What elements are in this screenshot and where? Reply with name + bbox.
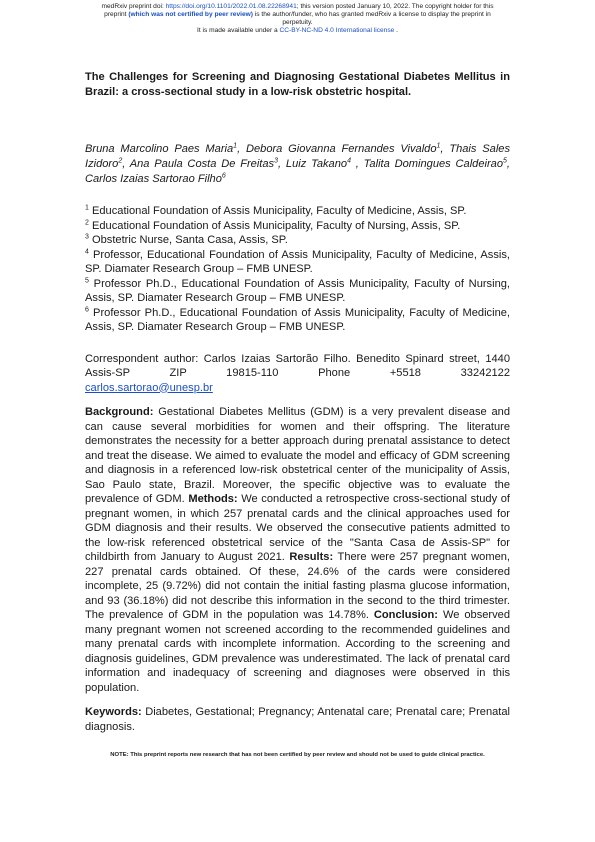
keywords [85, 705, 510, 734]
author-separator: , [122, 158, 130, 170]
keywords-text: Diabetes, Gestational; Pregnancy; Antenatal care; Prenatal care; Prenatal diagnosis. [85, 706, 510, 733]
paper-body [85, 70, 510, 734]
author-separator: , [278, 158, 286, 170]
author-separator: , [506, 158, 510, 170]
header-text: is the author/funder, who has granted medRxiv a license to display the preprint in [252, 11, 491, 18]
affiliation-item [85, 248, 510, 277]
methods-label: Methods: [188, 493, 238, 505]
license-link[interactable]: CC-BY-NC-ND 4.0 International license [279, 27, 395, 34]
header-text: It is made available under a [197, 27, 280, 34]
author-name: Luiz Takano [285, 158, 348, 170]
affiliation-number: 2 [85, 218, 89, 226]
peer-review-notice: (which was not certified by peer review) [128, 11, 253, 18]
affiliation-list [85, 204, 510, 335]
author-affiliation-marker: 1 [436, 142, 441, 150]
author-separator: , [237, 143, 246, 155]
affiliation-number: 6 [85, 305, 89, 313]
author-separator: , [350, 158, 364, 170]
conclusion-label: Conclusion: [373, 609, 438, 621]
background-text: Gestational Diabetes Mellitus (GDM) is a very prevalent disease and can cause several morbidities for women and their offspring. The literature demonstrates the necessity for a better approach during prenatal assistance to detect and treat the disease. We aimed to evaluate the model and efficacy of GDM screening and diagnosis in a referenced low-risk obstetrical center of the municipality of Assis, Sao Paulo state, Brazil. Moreover, the specific objective was to evaluate the prevalence of GDM. [85, 406, 510, 505]
author-affiliation-marker: 6 [221, 172, 226, 180]
results-label: Results: [289, 551, 334, 563]
paper-title: The Challenges for Screening and Diagnosing Gestational Diabetes Mellitus in Brazil: a cross-sectional study in a low-risk obstetric hospital. [85, 71, 510, 98]
preprint-header [40, 3, 555, 35]
affiliation-text: Professor, Educational Foundation of Assis Municipality, Faculty of Medicine, Assis, SP. Diamater Research Group – FMB UNESP. [85, 248, 510, 275]
doi-link[interactable]: https://doi.org/10.1101/2022.01.08.22268941 [165, 3, 297, 10]
author-name: Thais Sales Izidoro [85, 143, 511, 170]
affiliation-item [85, 204, 510, 219]
affiliation-text: Educational Foundation of Assis Municipality, Faculty of Medicine, Assis, SP. [88, 205, 467, 217]
author-separator: , [440, 143, 450, 155]
correspondence-email[interactable]: carlos.sartorao@unesp.br [85, 381, 213, 394]
author-affiliation-marker: 3 [274, 157, 279, 165]
header-text: . [394, 27, 398, 34]
author-affiliation-marker: 2 [118, 157, 123, 165]
author-name: Carlos Izaias Sartorao Filho [85, 173, 222, 185]
affiliation-item [85, 219, 510, 234]
author-affiliation-marker: 5 [503, 157, 507, 165]
header-line-3: perpetuity. [282, 19, 313, 26]
results-text: There were 257 pregnant women, 227 prenatal cards obtained. Of these, 24.6% of the cards were considered incomplete, 25 (9.72%) did not contain the initial fasting plasma glucose information, and 93 (36.18%) did not describe this information in the second to the third trimester. The prevalence of GDM in the population was 14.78%. [85, 551, 511, 621]
methods-text: We conducted a retrospective cross-sectional study of pregnant women, in which 257 prenatal cards and the clinical approaches used for GDM diagnosis and their results. We observed the consecutive patients admitted to the low-risk referenced obstetrical service of the "Santa Casa de Assis-SP" for childbirth from January to August 2021. [85, 493, 510, 563]
author-affiliation-marker: 4 [347, 157, 351, 165]
header-text: medRxiv preprint doi: [101, 3, 166, 10]
header-line-4 [40, 27, 555, 35]
affiliation-text: Educational Foundation of Assis Municipality, Faculty of Nursing, Assis, SP. [88, 219, 461, 232]
keywords-label: Keywords: [85, 706, 142, 718]
header-text: ; this version posted January 10, 2022. The copyright holder for this [296, 3, 494, 10]
author-name: Bruna Marcolino Paes Maria [85, 143, 234, 155]
affiliation-text: Professor Ph.D., Educational Foundation of Assis Municipality, Faculty of Medicine, Assis, SP. Diamater Research Group – FMB UNESP. [85, 306, 510, 333]
author-name: Ana Paula Costa De Freitas [129, 158, 275, 170]
author-affiliation-marker: 1 [233, 142, 238, 150]
affiliation-text: Professor Ph.D., Educational Foundation of Assis Municipality, Faculty of Nursing, Assis, SP. Diamater Research Group – FMB UNESP. [85, 277, 510, 304]
affiliation-number: 4 [85, 247, 89, 255]
affiliation-number: 1 [85, 204, 89, 212]
affiliation-item [85, 306, 510, 335]
affiliation-text: Obstetric Nurse, Santa Casa, Assis, SP. [88, 234, 288, 246]
footer-note: NOTE: This preprint reports new research that has not been certified by peer review and should not be used to guide clinical practice. [110, 752, 485, 758]
affiliation-item [85, 233, 510, 248]
correspondence [85, 352, 510, 396]
abstract [85, 405, 510, 695]
affiliation-item [85, 277, 510, 306]
affiliation-number: 5 [85, 276, 89, 284]
background-label: Background: [85, 406, 154, 418]
header-text: preprint [104, 11, 129, 18]
header-line-1 [40, 3, 555, 11]
author-list [85, 142, 510, 187]
author-name: Debora Giovanna Fernandes Vivaldo [245, 143, 437, 155]
correspondence-text: Correspondent author: Carlos Izaias Sartorão Filho. Benedito Spinard street, 1440 Assis-SP ZIP 19815-110 Phone +5518 33242122 [85, 352, 510, 379]
header-line-2 [40, 11, 555, 19]
affiliation-number: 3 [85, 233, 89, 241]
conclusion-text: We observed many pregnant women not screened according to the recommended guidelines and many prenatal cards with incomplete information. According to the screening and diagnosis guidelines, GDM prevalence was underestimated. The lack of prenatal card information and inadequacy of screening and diagnoses were observed in this population. [85, 609, 510, 694]
author-name: Talita Domingues Caldeirao [363, 158, 503, 170]
